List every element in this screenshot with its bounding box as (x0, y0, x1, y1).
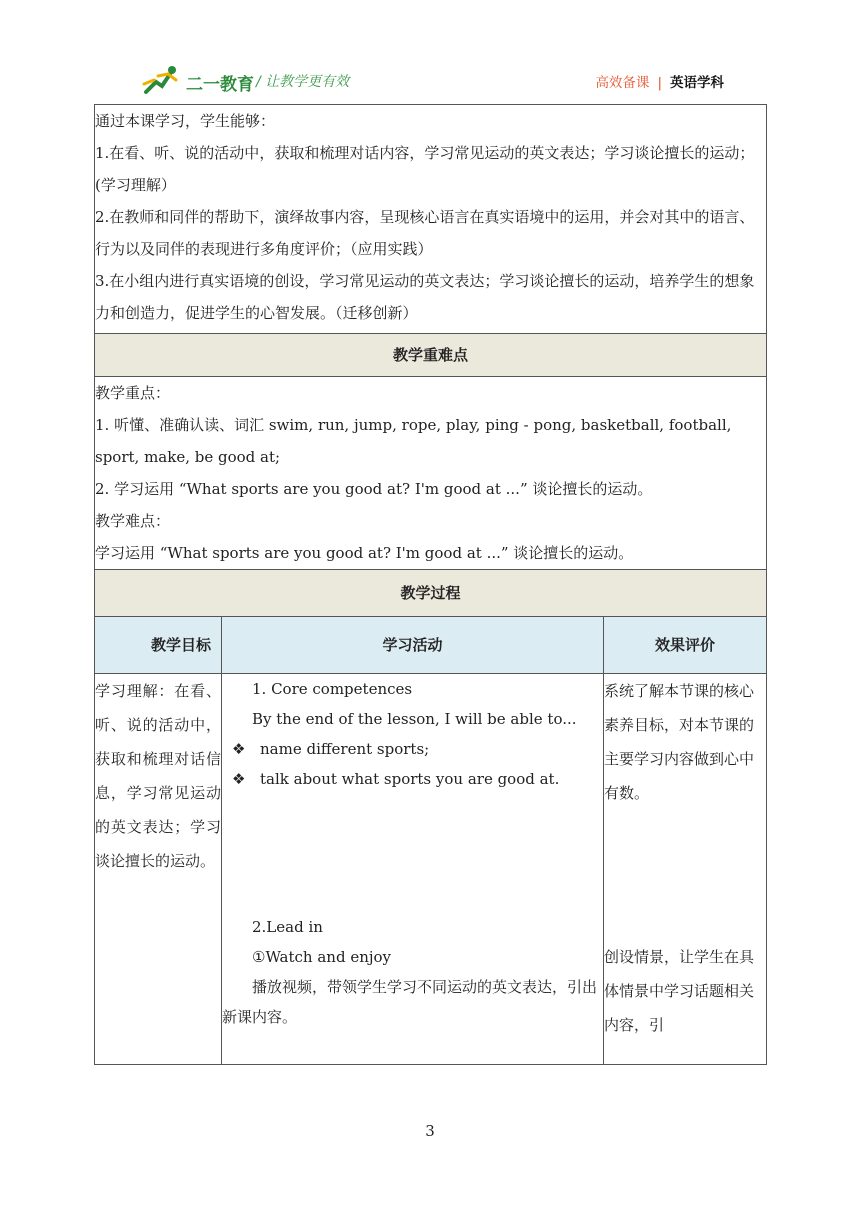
column-header-goal: 教学目标 (95, 617, 222, 674)
column-header-evaluation: 效果评价 (604, 617, 767, 674)
activity-step1-line: By the end of the lesson, I will be able to... (252, 710, 577, 728)
activity-bullet (222, 734, 603, 764)
diamond-bullet-icon: ❖ (232, 740, 246, 758)
process-band (95, 570, 767, 617)
activity-step2: 2.Lead in (252, 918, 323, 936)
lesson-plan-table (94, 104, 767, 1065)
activity-step2-text: 播放视频，带领学生学习不同运动的英文表达，引出新课内容。 (222, 978, 598, 1026)
brand-slogan: / 让教学更有效 (256, 74, 350, 90)
objectives-row (95, 105, 767, 334)
page-number: 3 (425, 1122, 435, 1140)
column-header-activity: 学习活动 (222, 617, 604, 674)
evaluation-text-2: 创设情景，让学生在具体情景中学习话题相关内容，引 (604, 948, 755, 1034)
evaluation-spacer (604, 810, 766, 940)
header-tag-left: 高效备课 (595, 75, 650, 91)
activity-step2-sub: ①Watch and enjoy (252, 948, 392, 966)
process-title: 教学过程 (95, 570, 767, 617)
difficulty-label: 教学难点： (95, 512, 171, 530)
objective-item: 2.在教师和同伴的帮助下，演绎故事内容，呈现核心语言在真实语境中的运用，并会对其中的语言、行为以及同伴的表现进行多角度评价；（应用实践） (95, 208, 755, 258)
key-points-band (95, 334, 767, 377)
header-tag-right: 英语学科 (670, 75, 724, 91)
runner-logo-icon (140, 62, 184, 98)
objective-item: 1.在看、听、说的活动中，获取和梳理对话内容，学习常见运动的英文表达；学习谈论擅长的运动；(学习理解） (95, 144, 755, 194)
focus-item: 2. 学习运用 “What sports are you good at? I'm good at ...” 谈论擅长的运动。 (95, 480, 653, 498)
diamond-bullet-icon: ❖ (232, 770, 246, 788)
evaluation-text-1: 系统了解本节课的核心素养目标，对本节课的主要学习内容做到心中有数。 (604, 682, 755, 802)
key-points-row (95, 377, 767, 570)
goal-cell: 学习理解：在看、听、说的活动中，获取和梳理对话信息，学习常见运动的英文表达；学习谈论擅长的运动。 (95, 674, 222, 1065)
activity-step1: 1. Core competences (252, 680, 413, 698)
key-points-title: 教学重难点 (95, 334, 767, 377)
focus-label: 教学重点： (95, 384, 171, 402)
process-content-row (95, 674, 767, 1065)
activity-bullet (222, 764, 603, 794)
key-points-cell (95, 377, 767, 570)
brand-name: 二一教育 (186, 75, 254, 95)
activity-cell (222, 674, 604, 1065)
objective-item: 3.在小组内进行真实语境的创设，学习常见运动的英文表达；学习谈论擅长的运动，培养学生的想象力和创造力，促进学生的心智发展。（迁移创新） (95, 272, 755, 322)
objectives-cell (95, 105, 767, 334)
activity-bullet-text: talk about what sports you are good at. (260, 770, 560, 788)
page-header (0, 0, 860, 100)
difficulty-text: 学习运用 “What sports are you good at? I'm good at ...” 谈论擅长的运动。 (95, 544, 634, 562)
evaluation-cell (604, 674, 767, 1065)
header-tags (595, 71, 724, 91)
header-tag-separator: | (657, 75, 662, 91)
focus-item: 1. 听懂、准确认读、词汇 swim, run, jump, rope, play, ping - pong, basketball, football, sport, make, be good at; (95, 416, 732, 466)
process-header-row (95, 617, 767, 674)
activity-spacer (222, 794, 603, 912)
objectives-intro: 通过本课学习，学生能够： (95, 112, 276, 130)
activity-bullet-text: name different sports; (260, 740, 430, 758)
